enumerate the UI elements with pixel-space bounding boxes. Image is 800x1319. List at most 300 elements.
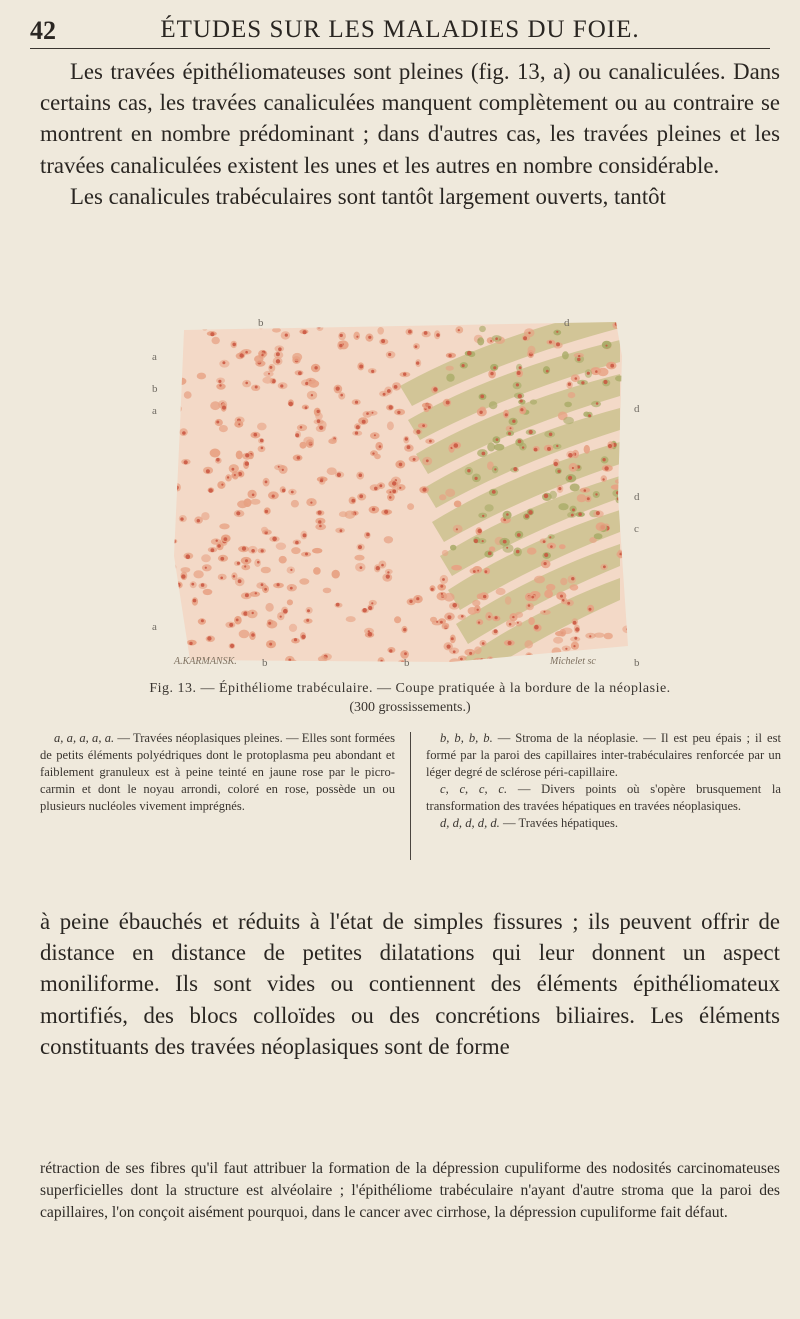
cell [443, 399, 451, 407]
legend-letters-d: d, d, d, d, d. [440, 816, 500, 830]
cell [315, 518, 325, 525]
cell [299, 578, 309, 584]
cell [492, 466, 499, 474]
cell [485, 504, 494, 511]
cell [338, 332, 346, 340]
figure-caption [40, 679, 780, 717]
cell [494, 444, 505, 451]
cell [547, 543, 556, 550]
cell [287, 599, 293, 605]
cell [568, 392, 576, 398]
cell [544, 590, 553, 598]
paragraph: Les canalicules trabéculaires sont tantôt largement ouverts, tantôt [70, 183, 666, 209]
cell [602, 465, 613, 472]
cell [403, 436, 409, 444]
cell [377, 327, 384, 335]
cell [335, 528, 345, 534]
cell [258, 446, 266, 453]
cell [526, 603, 534, 610]
cell [400, 372, 411, 377]
cell [313, 567, 321, 575]
cell [594, 633, 605, 638]
figure-letter: d [634, 403, 640, 415]
cell [268, 364, 275, 372]
figure-letter: c [634, 523, 639, 535]
cell [566, 474, 577, 482]
cell [266, 640, 276, 648]
cell [607, 441, 614, 449]
cell [272, 328, 281, 333]
legend-entry-d [426, 815, 781, 832]
cell [553, 459, 560, 467]
cell [504, 640, 515, 646]
paragraph: à peine ébauchés et réduits à l'état de simples fissures ; ils peuvent offrir de distance en distance de petites dilatations qui leur donnent un aspect moniliforme. Ils sont vides ou contiennent des éléments épithéliomateux mortifiés, des blocs colloïdes ou des concrétions biliaires. Les éléments constituants des travées néoplasiques sont de forme [40, 909, 780, 1059]
cell [503, 511, 512, 520]
cell [306, 498, 316, 506]
cell [289, 624, 297, 632]
cell [451, 565, 462, 571]
cell [476, 527, 483, 535]
cell [422, 457, 432, 466]
cell [264, 507, 271, 514]
cell [541, 560, 551, 569]
cell [184, 391, 192, 398]
figure-letter: b [634, 657, 640, 668]
cell [470, 568, 478, 574]
cell [241, 557, 252, 564]
cell [332, 570, 340, 579]
cell [215, 419, 223, 426]
cell [413, 343, 420, 349]
cell [381, 509, 390, 515]
cell [451, 442, 461, 449]
legend-text-b: — Stroma de la néoplasie. — Il est peu épais ; il est formé par la paroi des capillaires inter-trabéculaires renforcée par un léger degré de sclérose péri-capillaire. [426, 731, 781, 779]
cell [275, 345, 285, 352]
cell [602, 379, 610, 386]
figure-letter: d [634, 491, 640, 503]
cell [567, 512, 576, 518]
cell [328, 438, 336, 444]
cell [553, 330, 561, 336]
cell [215, 458, 222, 464]
cell [369, 506, 380, 514]
cell [268, 491, 279, 499]
cell [217, 481, 225, 489]
cell [528, 346, 536, 354]
cell [479, 592, 489, 600]
cell [314, 419, 324, 425]
cell [208, 487, 215, 492]
cell [600, 564, 608, 570]
cell [496, 588, 506, 595]
page-number: 42 [30, 16, 56, 45]
cell [386, 405, 394, 411]
cell [349, 497, 357, 505]
cell [316, 510, 325, 516]
cell [210, 449, 221, 458]
cell [241, 564, 250, 570]
cell [394, 409, 405, 416]
cell [258, 352, 265, 359]
cell [243, 460, 249, 469]
cell [206, 636, 215, 643]
cell [356, 472, 364, 480]
cell [409, 456, 420, 463]
cell [505, 596, 512, 605]
cell [557, 485, 564, 493]
cell [251, 432, 261, 439]
cell [560, 578, 567, 586]
cell [464, 649, 475, 656]
cell [261, 527, 268, 533]
legend-right-column [426, 730, 781, 832]
cell [248, 546, 258, 554]
figure-letter: b [404, 657, 410, 668]
cell [540, 538, 547, 543]
cell [458, 614, 466, 620]
cell [437, 584, 446, 591]
legend-entry-b [426, 730, 781, 781]
cell [307, 391, 317, 400]
cell [406, 329, 414, 336]
cell [198, 618, 206, 624]
cell [477, 449, 488, 457]
cell [450, 545, 456, 551]
cell [308, 380, 319, 388]
cell [316, 425, 326, 432]
cell [244, 498, 252, 507]
cell [355, 563, 365, 572]
cell [527, 548, 537, 555]
cell [430, 585, 436, 591]
cell [278, 382, 288, 389]
cell [474, 605, 481, 613]
cell [506, 620, 516, 628]
cell [370, 484, 380, 491]
cell [593, 510, 604, 517]
cell [216, 383, 225, 389]
cell [413, 595, 423, 603]
cell [279, 556, 287, 564]
cell [570, 584, 579, 590]
cell [534, 576, 545, 584]
cell [563, 417, 574, 424]
cell [527, 595, 538, 602]
cell [485, 612, 493, 621]
cell [239, 630, 250, 639]
cell [353, 332, 360, 340]
cell [258, 548, 266, 553]
cell [564, 402, 572, 408]
cell [346, 616, 356, 622]
cell [327, 467, 337, 475]
cell [254, 559, 261, 567]
cell [479, 394, 487, 400]
cell [203, 589, 213, 595]
cell [251, 385, 260, 391]
cell [216, 378, 225, 384]
cell [388, 480, 398, 487]
cell [249, 631, 256, 640]
cell [593, 491, 600, 498]
cell [210, 401, 220, 410]
cell [533, 624, 541, 631]
cell [580, 488, 590, 493]
cell [446, 353, 456, 359]
cell [382, 573, 392, 581]
legend-text-d: — Travées hépatiques. [499, 816, 619, 830]
cell [404, 444, 414, 451]
cell [446, 374, 454, 382]
cell [526, 429, 536, 435]
cell [295, 431, 301, 438]
cell [453, 525, 463, 533]
cell [478, 538, 487, 544]
cell [365, 632, 374, 638]
cell [263, 371, 273, 377]
cell [476, 619, 483, 625]
cell [242, 380, 251, 387]
cell [379, 561, 387, 569]
cell [559, 544, 566, 549]
cell [273, 583, 284, 589]
legend-divider [410, 732, 411, 860]
cell [262, 377, 272, 384]
cell [179, 515, 187, 522]
cell [598, 368, 609, 376]
cell [446, 366, 454, 371]
cell [503, 544, 514, 553]
figure-letter: d [564, 317, 570, 329]
cell [566, 381, 572, 388]
paragraph: Les travées épithéliomateuses sont pleines (fig. 13, a) ou canaliculées. Dans certains cas, les travées canaliculées manquent complètement ou au contraire se montrent en nombre prédominant ; dans d'autres cas, les travées pleines et les travées canaliculées existent les unes et les autres en nombre considérable. [40, 59, 780, 178]
cell [413, 429, 422, 435]
cell [375, 442, 383, 451]
cell [450, 635, 456, 644]
cell [250, 499, 260, 505]
cell [424, 403, 433, 410]
cell [287, 584, 297, 591]
cell [384, 387, 392, 395]
cell [354, 555, 364, 561]
cell [566, 451, 575, 458]
cell [574, 353, 584, 358]
page-header [30, 14, 770, 49]
cell [257, 423, 267, 431]
cell [262, 585, 269, 593]
cell [293, 455, 303, 462]
cell [248, 490, 257, 499]
cell [515, 531, 524, 539]
cell [261, 567, 271, 574]
cell [484, 551, 493, 558]
cell [368, 368, 377, 374]
cell [288, 399, 294, 406]
cell [515, 438, 523, 446]
legend-text-c: — Divers points où s'opère brusquement la transformation des travées hépatiques en travées néoplasiques. [426, 782, 781, 813]
figure-letter: a [152, 621, 157, 633]
cell [503, 410, 509, 418]
cell [472, 474, 481, 483]
cell [234, 561, 241, 566]
cell [415, 359, 421, 367]
cell [212, 337, 220, 345]
cell [334, 385, 343, 394]
cell [419, 486, 429, 493]
cell [280, 486, 286, 493]
cell [365, 334, 373, 342]
cell [194, 516, 203, 523]
cell [301, 531, 308, 540]
cell [293, 540, 301, 545]
cell [540, 610, 551, 615]
cell [555, 631, 566, 636]
cell [509, 418, 518, 426]
cell [480, 640, 487, 646]
cell [267, 619, 273, 625]
cell [574, 625, 580, 634]
cell [265, 603, 273, 612]
cell [546, 584, 555, 591]
cell [561, 598, 568, 605]
cell [357, 544, 365, 551]
cell [302, 405, 309, 410]
cell [444, 613, 455, 621]
cell [401, 626, 407, 633]
cell [236, 451, 243, 460]
cell [221, 535, 231, 543]
cell [208, 547, 217, 552]
cell [555, 468, 562, 474]
cell [440, 575, 449, 584]
histology-engraving [150, 316, 650, 668]
cell [577, 494, 587, 502]
cell [357, 493, 366, 500]
cell [323, 588, 332, 594]
cell [513, 382, 522, 390]
cell [571, 642, 579, 650]
cell [493, 436, 501, 443]
figure-letter: a [152, 405, 157, 417]
cell [489, 489, 498, 496]
cell [570, 484, 580, 492]
cell [524, 328, 535, 337]
figure-letter: b [152, 383, 158, 395]
cell [434, 330, 440, 339]
cell [387, 421, 394, 430]
cell [231, 572, 237, 580]
cell [584, 445, 590, 454]
cell [527, 509, 534, 516]
cell [492, 616, 500, 622]
body-text-bottom [40, 906, 780, 1062]
cell [364, 532, 370, 539]
cell [596, 522, 607, 531]
cell [315, 524, 326, 531]
cell [444, 642, 453, 650]
cell [445, 489, 455, 497]
cell [394, 616, 401, 623]
running-title: ÉTUDES SUR LES MALADIES DU FOIE. [160, 16, 640, 43]
cell [297, 424, 307, 431]
figure-letter: a [152, 351, 157, 363]
cell [300, 442, 307, 449]
cell [570, 636, 580, 641]
cell [179, 428, 187, 436]
cell [231, 341, 238, 348]
cell [311, 364, 320, 373]
cell [519, 406, 526, 414]
cell [314, 408, 321, 417]
cell [199, 583, 208, 589]
cell [528, 617, 535, 625]
cell [193, 570, 203, 578]
cell [547, 340, 556, 345]
cell [303, 618, 312, 623]
cell [465, 351, 473, 356]
cell [181, 459, 190, 465]
figure-legend [40, 730, 780, 890]
cell [363, 411, 372, 418]
cell [553, 444, 562, 450]
cell [530, 399, 537, 404]
cell [181, 567, 191, 573]
cell [489, 401, 498, 409]
cell [602, 341, 612, 349]
cell [454, 501, 462, 508]
cell [569, 463, 578, 472]
cell [219, 360, 229, 368]
cell [515, 612, 523, 618]
cell [455, 326, 463, 333]
cell [601, 475, 607, 482]
figure-caption-title: Fig. 13. — Épithéliome trabéculaire. — Coupe pratiquée à la bordure de la néoplasie. [149, 681, 671, 696]
cell [586, 412, 592, 418]
cell [606, 362, 616, 370]
cell [477, 337, 484, 345]
cell [477, 408, 487, 417]
cell [370, 432, 380, 439]
cell [337, 341, 343, 350]
cell [277, 612, 284, 620]
cell [585, 369, 592, 378]
cell [425, 438, 434, 444]
cell [524, 640, 533, 648]
cell [379, 339, 388, 345]
cell [544, 445, 553, 452]
cell [218, 574, 227, 581]
cell [515, 621, 522, 627]
cell [192, 597, 198, 605]
cell [478, 513, 487, 519]
cell [273, 357, 283, 365]
cell [312, 548, 322, 554]
cell [201, 554, 211, 562]
cell [370, 450, 378, 456]
cell [234, 510, 245, 517]
legend-entry-c [426, 781, 781, 815]
legend-letters-b: b, b, b, b. [440, 731, 493, 745]
cell [430, 617, 437, 623]
cell [219, 523, 229, 529]
cell [276, 543, 286, 550]
cell [263, 478, 270, 487]
engraver-signature: A.KARMANSK. [174, 656, 237, 667]
cell [418, 423, 428, 428]
cell [225, 474, 232, 481]
cell [570, 506, 577, 513]
cell [352, 399, 361, 405]
